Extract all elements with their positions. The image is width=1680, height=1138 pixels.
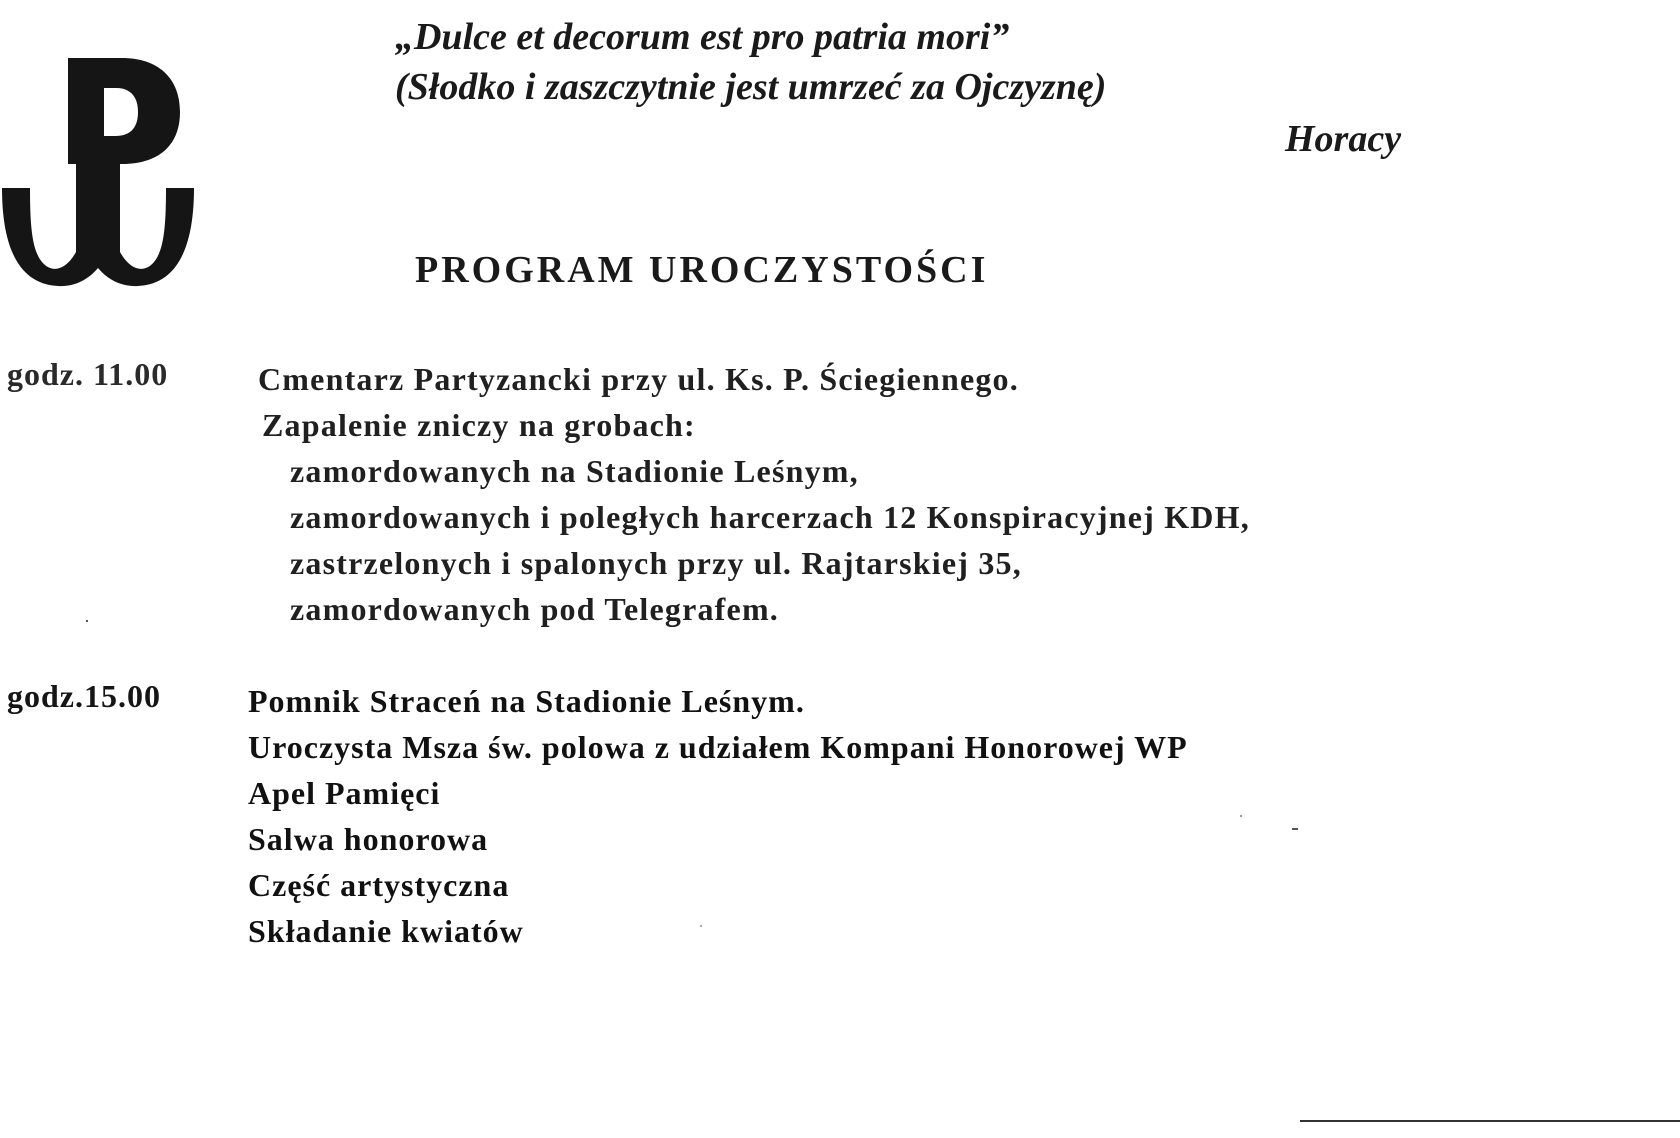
- event-2-line: Uroczysta Msza św. polowa z udziałem Kompani Honorowej WP: [248, 729, 1188, 765]
- scan-speck: [86, 620, 88, 622]
- event-1-line: zamordowanych na Stadionie Leśnym,: [290, 453, 859, 489]
- bottom-rule: [1300, 1120, 1680, 1122]
- event-2-line: Składanie kwiatów: [248, 913, 524, 949]
- event-2-line: Pomnik Straceń na Stadionie Leśnym.: [248, 683, 805, 719]
- event-1-line: zamordowanych pod Telegrafem.: [290, 591, 780, 627]
- motto-author: Horacy: [1285, 118, 1402, 160]
- event-2-line: Apel Pamięci: [248, 775, 441, 811]
- scan-speck: [1292, 828, 1298, 830]
- event-1-line: zamordowanych i poległych harcerzach 12 Konspiracyjnej KDH,: [290, 499, 1250, 535]
- event-1-line: Cmentarz Partyzancki przy ul. Ks. P. Ściegiennego.: [258, 361, 1019, 397]
- event-time-2: godz.15.00: [7, 678, 161, 714]
- event-time-1: godz. 11.00: [7, 356, 169, 392]
- program-title: PROGRAM UROCZYSTOŚCI: [415, 249, 989, 291]
- event-2-line: Salwa honorowa: [248, 821, 489, 857]
- event-description-1: [258, 356, 1250, 632]
- event-2-line: Część artystyczna: [248, 867, 510, 903]
- event-1-line: Zapalenie zniczy na grobach:: [262, 407, 696, 443]
- event-description-2: [248, 678, 1188, 954]
- kotwica-anchor-icon: [2, 50, 194, 288]
- motto-quote: [395, 12, 1106, 112]
- motto-translation: (Słodko i zaszczytnie jest umrzeć za Ojczyznę): [395, 66, 1107, 108]
- scan-speck: [700, 925, 702, 927]
- scan-speck: [1240, 815, 1242, 817]
- event-1-line: zastrzelonych i spalonych przy ul. Rajtarskiej 35,: [290, 545, 1022, 581]
- motto-latin: „Dulce et decorum est pro patria mori”: [395, 16, 1010, 58]
